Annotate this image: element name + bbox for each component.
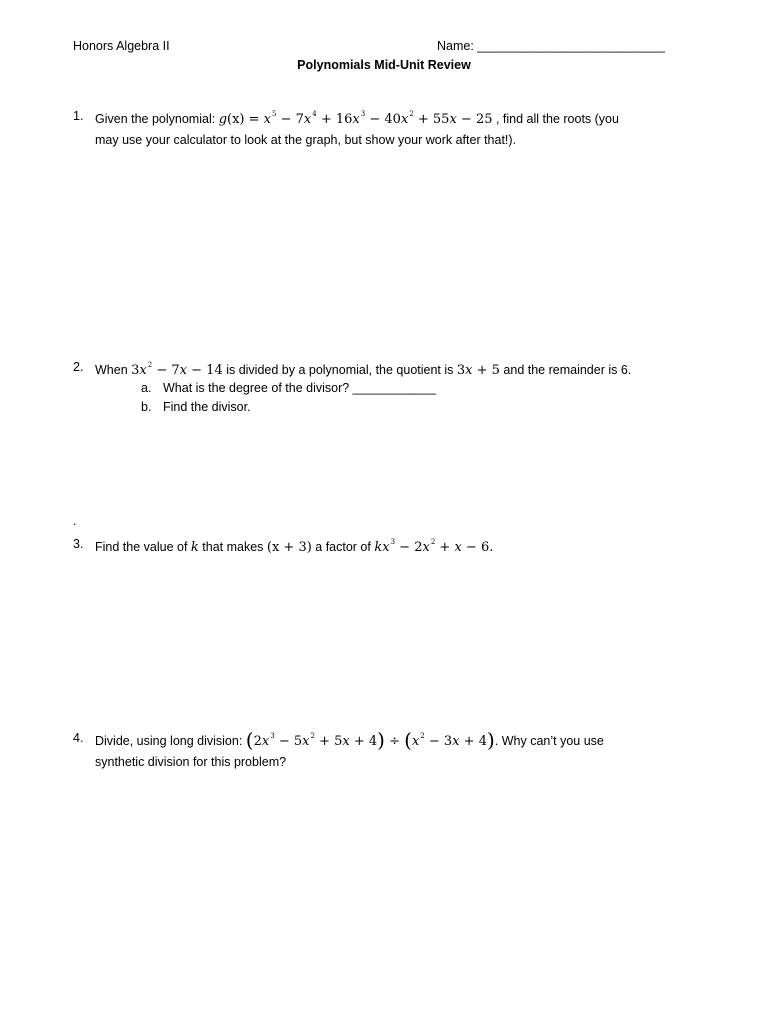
question-text-continued: , find all the roots (you: [492, 112, 619, 126]
division-expression: $(2x^3 - 5x^2 + 5x + 4) \div (x^2 - 3x + 4)$: [245, 728, 495, 752]
factor-expression: (x + 3): [266, 540, 312, 555]
question-text: [95, 109, 715, 150]
question-text: Find the value of k that makes (x + 3) a factor of $kx^3 - 2x^2 + x - 6$.: [95, 538, 494, 555]
question-number: 2.: [73, 360, 84, 374]
cubic-expression: $kx^3 - 2x^2 + x - 6$.: [374, 538, 494, 555]
question-number: 4.: [73, 731, 84, 745]
question-number: 3.: [73, 537, 84, 551]
variable-k: k: [190, 540, 199, 555]
question-intro: Given the polynomial:: [95, 112, 219, 126]
course-name: Honors Algebra II: [73, 39, 170, 53]
question-number: 1.: [73, 109, 84, 123]
student-name-field: Name: ___________________________: [437, 39, 665, 53]
subquestion-b: Find the divisor.: [163, 400, 251, 414]
dividend-expression: $3x^2 - 7x - 14$: [131, 361, 223, 378]
polynomial-expression: $g(x) = x^5 - 7x^4 + 16x^3 - 40x^2 + 55x - 25$: [218, 110, 493, 127]
quotient-expression: 3x + 5: [456, 363, 500, 378]
stray-mark: .: [73, 514, 77, 528]
subquestion-letter-a: a.: [141, 381, 152, 395]
subquestion-a: What is the degree of the divisor? ____________: [163, 381, 437, 395]
subquestion-letter-b: b.: [141, 400, 152, 414]
question-text-line2: may use your calculator to look at the graph, but show your work after that!).: [95, 133, 517, 147]
question-text: Divide, using long division: $(2x^3 - 5x^2 + 5x + 4) \div (x^2 - 3x + 4)$. Why can’t you use synthetic division for this problem?: [95, 728, 604, 769]
worksheet-title: Polynomials Mid-Unit Review: [297, 58, 471, 72]
question-text-line2: synthetic division for this problem?: [95, 755, 287, 769]
question-text: When $3x^2 - 7x - 14$ is divided by a polynomial, the quotient is 3x + 5 and the remainder is 6.: [95, 361, 632, 378]
